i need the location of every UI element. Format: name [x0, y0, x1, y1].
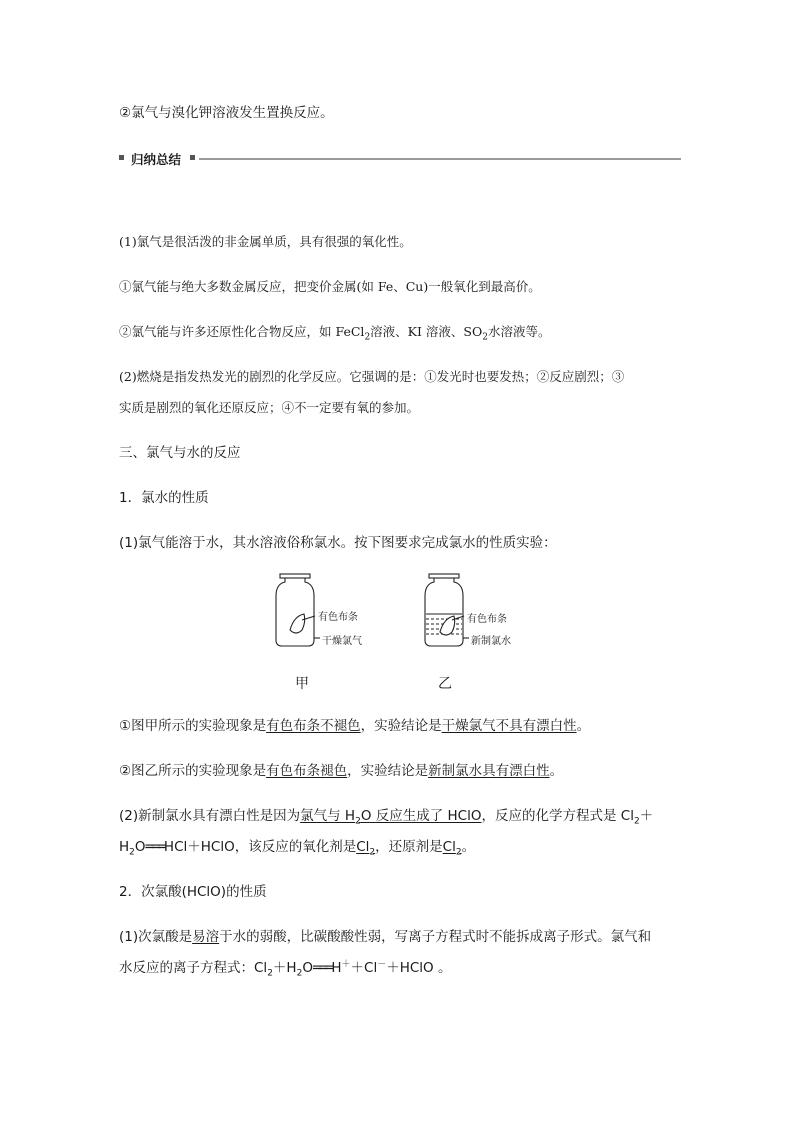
answer-blank: 有色布条不褪色 — [266, 718, 361, 734]
summary-point-2-line1: (2)燃烧是指发热发光的剧烈的化学反应。它强调的是：①发光时也要发热；②反应剧烈；③ — [119, 369, 625, 384]
section-heading-3: 三、氯气与水的反应 — [119, 445, 241, 461]
bottle-b — [425, 574, 469, 646]
summary-point-2-line2: 实质是剧烈的氧化还原反应；④不一定要有氧的参加。 — [119, 400, 420, 415]
summary-point-1a: ①氯气能与绝大多数金属反应，把变价金属(如 Fe、Cu)一般氧化到最高价。 — [119, 279, 541, 294]
label-a-cloth: 有色布条 — [318, 612, 358, 623]
summary-title: 归纳总结 — [131, 152, 182, 167]
hclo-text-line1: (1)次氯酸是易溶于水的弱酸，比碳酸酸性弱，写离子方程式时不能拆成离子形式。氯气和 — [119, 929, 652, 945]
subheading-hclo: 2．次氯酸(HClO)的性质 — [119, 884, 267, 900]
square-bullet-icon — [119, 155, 124, 160]
question-1: (1)氯气能溶于水，其水溶液俗称氯水。按下图要求完成氯水的性质实验： — [119, 535, 557, 551]
paragraph-bromide-reaction: ②氯气与溴化钾溶液发生置换反应。 — [119, 105, 334, 121]
answer-blank: $Cl_2$ — [356, 839, 376, 858]
explanation-line2: $H_2O═══HCl+HClO$，该反应的氧化剂是$Cl_2$，还原剂是$Cl_2$。 — [119, 839, 476, 858]
label-b-cloth: 有色布条 — [467, 614, 507, 625]
subheading-chlorine-water: 1．氯水的性质 — [119, 490, 209, 506]
bottle-a — [276, 574, 320, 646]
label-a-gas: 干燥氯气 — [322, 636, 362, 647]
summary-point-1: (1)氯气是很活泼的非金属单质，具有很强的氧化性。 — [119, 234, 412, 249]
answer-blank: 干燥氯气不具有漂白性 — [441, 718, 577, 734]
answer-blank: $Cl_2$ — [442, 839, 462, 858]
result-b: ②图乙所示的实验现象是有色布条褪色，实验结论是新制氯水具有漂白性。 — [119, 763, 564, 779]
summary-header — [119, 150, 681, 168]
summary-point-1b: ②氯气能与许多还原性化合物反应，如 FeCl$_2$溶液、KI 溶液、$SO_2$水溶液等。 — [119, 324, 551, 343]
explanation-line1: (2)新制氯水具有漂白性是因为氯气与 $H_2O$ 反应生成了 HClO，反应的化学方程式是 $Cl_2+$ — [119, 808, 654, 827]
square-bullet-icon — [190, 155, 195, 160]
result-a: ①图甲所示的实验现象是有色布条不褪色，实验结论是干燥氯气不具有漂白性。 — [119, 718, 591, 734]
answer-blank: 易溶 — [192, 929, 220, 945]
divider — [199, 158, 681, 160]
answer-blank: 新制氯水具有漂白性 — [428, 763, 550, 779]
answer-blank: 氯气与 $H_2O$ 反应生成了 HClO — [300, 808, 482, 827]
label-b-water: 新制氯水 — [471, 636, 511, 647]
answer-blank: 有色布条褪色 — [266, 763, 348, 779]
experiment-figure — [268, 570, 528, 695]
hclo-text-line2: 水反应的离子方程式：$Cl_2+H_2O═══H^++Cl^-+HClO$ 。 — [119, 959, 452, 979]
figure-label-a: 甲 — [295, 676, 309, 692]
figure-label-b: 乙 — [438, 676, 452, 692]
